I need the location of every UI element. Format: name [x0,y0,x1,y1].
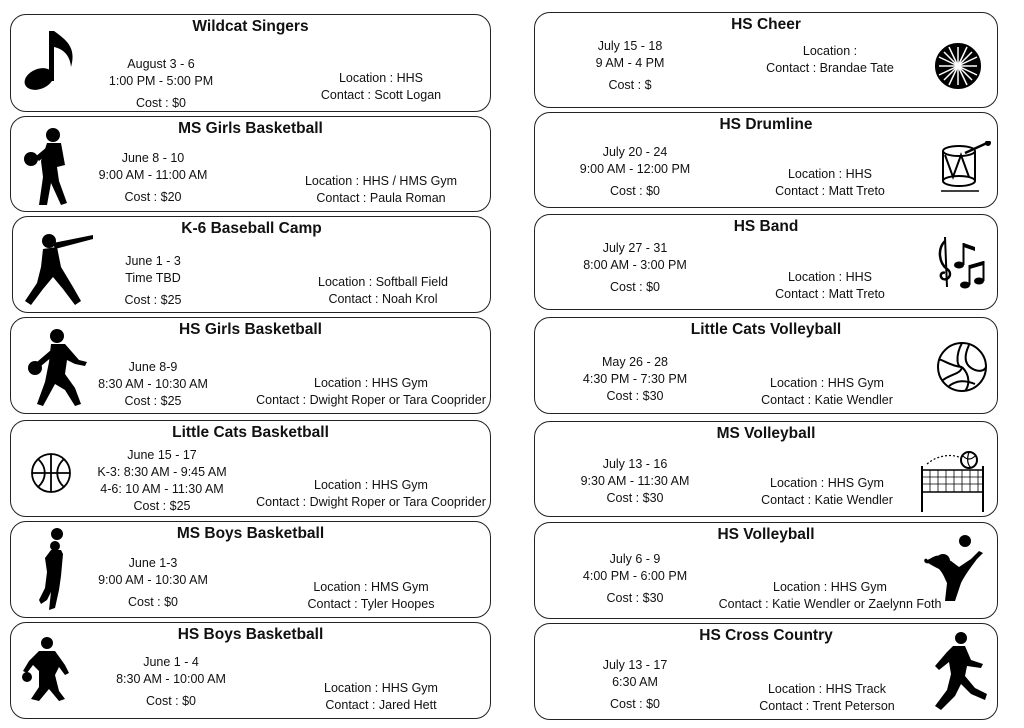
camp-schedule [555,354,715,405]
camp-info [251,375,491,409]
camp-location: Location : HHS [787,270,873,284]
volleyball-ball-icon [935,340,989,394]
camp-schedule [83,253,223,309]
camp-title: K-6 Baseball Camp [181,220,322,237]
camp-time: 4:00 PM - 6:00 PM [582,569,688,583]
camp-time: K-3: 8:30 AM - 9:45 AM [97,465,227,479]
camp-card-hs-band [534,214,998,310]
camp-cost: Cost : $0 [609,184,661,198]
girl-basketball-player-icon [23,125,79,209]
camp-schedule [101,654,241,710]
volleyball-player-icon [921,531,987,607]
camp-time: 9:00 AM - 12:00 PM [579,162,691,176]
camp-location: Location : HHS Gym [770,376,884,390]
camp-time: 9:00 AM - 10:30 AM [98,573,208,587]
camp-time: 8:00 AM - 3:00 PM [583,258,687,272]
camp-title: MS Boys Basketball [176,525,325,542]
baseball-batter-icon [23,227,95,309]
music-notes-icon [935,235,987,293]
camp-schedule [83,359,223,410]
camp-location: Location : Softball Field [318,275,448,289]
camp-info [293,274,473,308]
camp-info [750,269,910,303]
camp-schedule [555,657,715,713]
camp-time: 9 AM - 4 PM [595,56,665,70]
camp-time: Time TBD [125,271,181,285]
camp-schedule [83,150,223,206]
camp-contact: Contact : Dwight Roper or Tara Cooprider [256,495,486,509]
camp-card-hs-cheer [534,12,998,108]
camp-time: 8:30 AM - 10:00 AM [116,672,226,686]
camp-dates: June 15 - 17 [127,448,197,462]
camp-title: Little Cats Volleyball [690,321,842,338]
camp-card-hs-drumline [534,112,998,208]
camp-cost: Cost : $0 [127,595,179,609]
camp-cost: Cost : $25 [124,394,182,408]
camp-dates: June 1 - 4 [143,655,199,669]
camp-schedule [555,240,715,296]
camp-time: 9:30 AM - 11:30 AM [580,474,690,488]
runner-icon [927,630,991,716]
camp-title: HS Cross Country [699,627,833,644]
girl-basketball-player-icon [23,326,93,410]
camp-time: 1:00 PM - 5:00 PM [108,74,214,88]
camp-title: Little Cats Basketball [172,424,329,441]
camp-dates: July 20 - 24 [602,145,668,159]
camp-location: Location : HHS [338,71,424,85]
camp-contact: Contact : Trent Peterson [759,699,895,713]
camp-location: Location : HHS Gym [324,681,438,695]
camp-location: Location : HMS Gym [313,580,429,594]
camp-info [747,475,907,509]
camp-card-hs-boys-basketball [10,622,491,719]
camp-info [750,166,910,200]
camp-cost: Cost : $0 [145,694,197,708]
camp-card-hs-volleyball [534,522,998,619]
camp-location: Location : HHS Track [767,682,887,696]
camp-schedule [87,447,237,515]
camp-dates: June 1 - 3 [125,254,181,268]
camp-info [705,579,955,613]
camp-dates: July 27 - 31 [602,241,668,255]
camp-card-ms-girls-basketball [10,116,491,212]
camp-title: MS Volleyball [716,425,816,442]
camp-info [251,477,491,511]
camp-cost: Cost : $0 [135,96,187,110]
camp-location: Location : HHS Gym [314,376,428,390]
camp-info [281,579,461,613]
camp-card-little-cats-basketball [10,420,491,517]
camp-contact: Contact : Matt Treto [775,184,885,198]
volleyball-net-icon [919,448,987,514]
boy-basketball-player-icon [19,635,75,703]
camp-info [281,173,481,207]
camp-info [301,680,461,714]
camp-dates: June 8 - 10 [121,151,185,165]
camp-contact: Contact : Scott Logan [320,88,442,102]
camp-title: MS Girls Basketball [178,120,323,137]
camp-info [747,681,907,715]
camp-title: HS Volleyball [717,526,815,543]
camp-dates: July 6 - 9 [609,552,661,566]
camp-info [301,70,461,104]
camp-schedule [83,555,223,611]
camp-time: 4-6: 10 AM - 11:30 AM [100,482,224,496]
boy-basketball-player-icon [33,528,73,614]
camp-time: 6:30 AM [612,675,658,689]
camp-schedule [560,38,700,94]
camp-cost: Cost : $25 [124,293,182,307]
camp-contact: Contact : Matt Treto [775,287,885,301]
music-note-icon [21,25,81,91]
camp-info [750,43,910,77]
drum-icon [939,141,993,193]
camp-title: HS Girls Basketball [178,321,322,338]
camp-cost: Cost : $25 [133,499,191,513]
camp-cost: Cost : $0 [609,280,661,294]
camp-dates: May 26 - 28 [601,355,668,369]
basketball-ball-icon [29,451,73,495]
camp-contact: Contact : Katie Wendler or Zaelynn Foth [718,597,942,611]
camp-dates: June 8-9 [128,360,178,374]
camp-location: Location : HHS / HMS Gym [304,174,458,188]
camp-cost: Cost : $30 [606,491,664,505]
camp-card-hs-girls-basketball [10,317,491,414]
camp-dates: July 13 - 17 [602,658,668,672]
camp-contact: Contact : Paula Roman [316,191,446,205]
camp-cost: Cost : $30 [606,389,664,403]
camp-dates: June 1-3 [128,556,178,570]
camp-location: Location : HHS Gym [314,478,428,492]
camp-location: Location : HHS Gym [770,476,884,490]
camp-card-k6-baseball-camp [12,216,491,313]
camp-title: Wildcat Singers [192,18,309,35]
camp-time: 4:30 PM - 7:30 PM [582,372,688,386]
camp-contact: Contact : Noah Krol [328,292,438,306]
camp-dates: July 13 - 16 [602,457,668,471]
camp-location: Location : HHS Gym [773,580,887,594]
camp-title: HS Band [733,218,799,235]
camp-schedule [91,56,231,112]
camp-contact: Contact : Katie Wendler [761,493,893,507]
camp-dates: July 15 - 18 [597,39,663,53]
camp-contact: Contact : Dwight Roper or Tara Cooprider [256,393,486,407]
camp-schedule [555,551,715,607]
camp-contact: Contact : Jared Hett [325,698,437,712]
camp-title: HS Drumline [719,116,813,133]
camp-card-hs-cross-country [534,623,998,720]
camp-location: Location : [802,44,858,58]
pom-pom-icon [931,39,985,93]
camp-cost: Cost : $0 [609,697,661,711]
camp-contact: Contact : Tyler Hoopes [307,597,435,611]
camp-time: 9:00 AM - 11:00 AM [98,168,208,182]
camp-title: HS Boys Basketball [177,626,324,643]
camp-contact: Contact : Brandae Tate [766,61,894,75]
camp-card-little-cats-volleyball [534,317,998,414]
camp-cost: Cost : $20 [124,190,182,204]
camp-card-ms-boys-basketball [10,521,491,618]
camp-cost: Cost : $ [608,78,652,92]
camp-contact: Contact : Katie Wendler [761,393,893,407]
camp-schedule [555,456,715,507]
camp-time: 8:30 AM - 10:30 AM [98,377,208,391]
camp-card-wildcat-singers [10,14,491,112]
camp-dates: August 3 - 6 [127,57,195,71]
camp-card-ms-volleyball [534,421,998,517]
camp-cost: Cost : $30 [606,591,664,605]
camp-location: Location : HHS [787,167,873,181]
camp-schedule [555,144,715,200]
camp-info [747,375,907,409]
camp-title: HS Cheer [731,16,801,33]
